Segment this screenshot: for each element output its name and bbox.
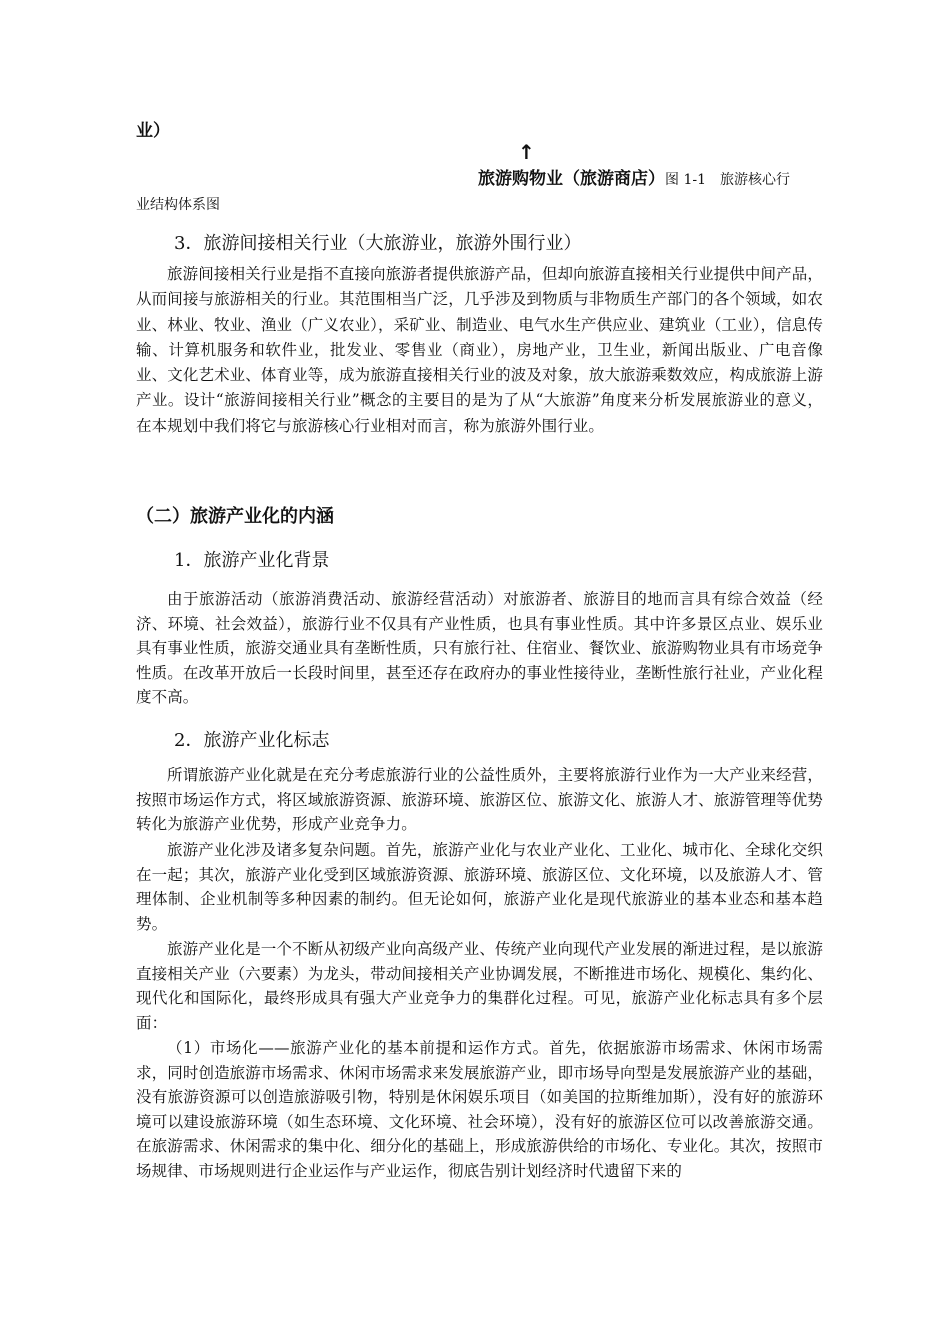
- subsection-2-paragraph-3: 旅游产业化是一个不断从初级产业向高级产业、传统产业向现代产业发展的渐进过程，是以旅游直接相关产业（六要素）为龙头，带动间接相关产业协调发展，不断推进市场化、规模化、集约化、现代化和国际化，最终形成具有强大产业竞争力的集群化过程。可见，旅游产业化标志具有多个层面：: [136, 940, 823, 1032]
- subsection-2-paragraph-2: 旅游产业化涉及诸多复杂问题。首先，旅游产业化与农业产业化、工业化、城市化、全球化交织在一起；其次，旅游产业化受到区域旅游资源、旅游环境、旅游区位、文化环境，以及旅游人才、管理体制、企业机制等多种因素的制约。但无论如何，旅游产业化是现代旅游业的基本业态和基本趋势。: [136, 841, 823, 933]
- subsection-heading-1: 1．旅游产业化背景: [174, 550, 330, 571]
- figure-caption-continuation: 业结构体系图: [136, 197, 220, 213]
- subsection-heading-2: 2．旅游产业化标志: [174, 730, 330, 751]
- top-text-fragment: 业）: [136, 121, 170, 141]
- section-heading-3: 3．旅游间接相关行业（大旅游业，旅游外围行业）: [174, 233, 582, 254]
- subsection-2-paragraph-1: 所谓旅游产业化就是在充分考虑旅游行业的公益性质外，主要将旅游行业作为一大产业来经营，按照市场运作方式，将区域旅游资源、旅游环境、旅游区位、旅游文化、旅游人才、旅游管理等优势转化为旅游产业优势，形成产业竞争力。: [136, 766, 823, 833]
- figure-caption-label: 图 1-1 旅游核心行: [665, 172, 790, 188]
- figure-caption-bold: 旅游购物业（旅游商店）: [478, 169, 665, 189]
- subsection-2-paragraph-4: （1）市场化——旅游产业化的基本前提和运作方式。首先，依据旅游市场需求、休闲市场需求，同时创造旅游市场需求、休闲市场需求来发展旅游产业，即市场导向型是发展旅游产业的基础，没有旅游资源可以创造旅游吸引物，特别是休闲娱乐项目（如美国的拉斯维加斯），没有好的旅游环境可以建设旅游环境（如生态环境、文化环境、社会环境），没有好的旅游区位可以改善旅游交通。在旅游需求、休闲需求的集中化、细分化的基础上，形成旅游供给的市场化、专业化。其次，按照市场规律、市场规则进行企业运作与产业运作，彻底告别计划经济时代遗留下来的: [136, 1039, 823, 1180]
- figure-caption: [478, 164, 790, 189]
- section-3-paragraph: 旅游间接相关行业是指不直接向旅游者提供旅游产品，但却向旅游直接相关行业提供中间产品，从而间接与旅游相关的行业。其范围相当广泛，几乎涉及到物质与非物质生产部门的各个领域，如农业、林业、牧业、渔业（广义农业），采矿业、制造业、电气水生产供应业、建筑业（工业），信息传输、计算机服务和软件业，批发业、零售业（商业），房地产业，卫生业，新闻出版业、广电音像业、文化艺术业、体育业等，成为旅游直接相关行业的波及对象，放大旅游乘数效应，构成旅游上游产业。设计“旅游间接相关行业”概念的主要目的是为了从“大旅游”角度来分析发展旅游业的意义，在本规划中我们将它与旅游核心行业相对而言，称为旅游外围行业。: [136, 265, 823, 435]
- subsection-1-paragraph: 由于旅游活动（旅游消费活动、旅游经营活动）对旅游者、旅游目的地而言具有综合效益（经济、环境、社会效益），旅游行业不仅具有产业性质，也具有事业性质。其中许多景区点业、娱乐业具有事业性质，旅游交通业具有垄断性质，只有旅行社、住宿业、餐饮业、旅游购物业具有市场竞争性质。在改革开放后一长段时间里，甚至还存在政府办的事业性接待业，垄断性旅行社业，产业化程度不高。: [136, 590, 823, 706]
- up-arrow-icon: ↑: [518, 140, 535, 164]
- chapter-heading: （二）旅游产业化的内涵: [136, 506, 334, 527]
